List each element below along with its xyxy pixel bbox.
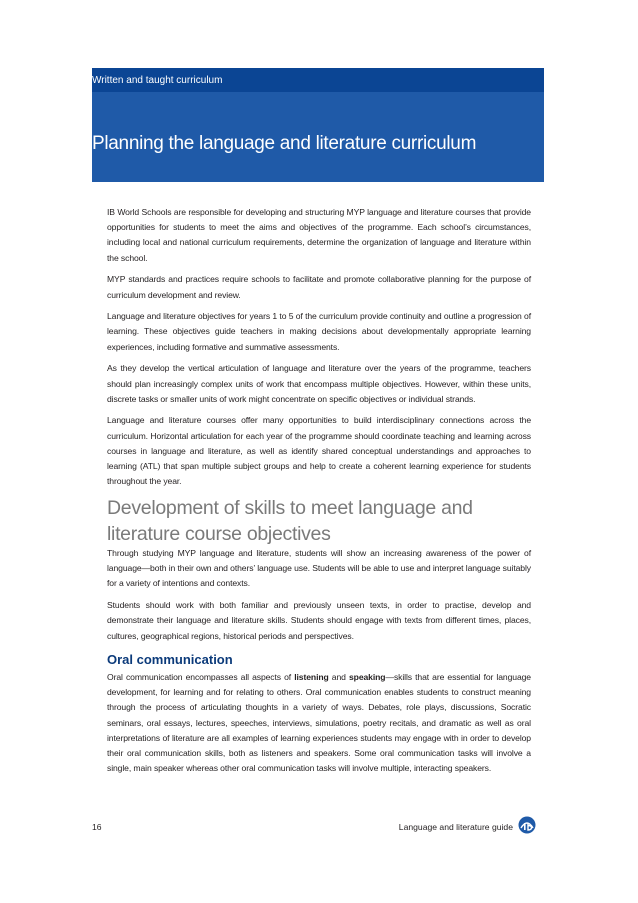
skills-heading: Development of skills to meet language and literature course objectives <box>107 497 473 545</box>
section-label: Written and taught curriculum <box>92 75 223 86</box>
guide-title: Language and literature guide <box>398 822 513 832</box>
term-listening: listening <box>294 672 329 682</box>
section-strip <box>92 68 544 92</box>
skills-text <box>107 546 531 650</box>
oral-lead: Oral communication encompasses all aspects of <box>107 672 295 682</box>
intro-paragraph-2: MYP standards and practices require schools to facilitate and promote collaborative planning for the purpose of curriculum development and review. <box>107 274 531 300</box>
page-title: Planning the language and literature curriculum <box>92 133 477 154</box>
intro-paragraph-3: Language and literature objectives for years 1 to 5 of the curriculum provide continuity and outline a progression of learning. These objectives guide teachers in making decisions about developmentally appropriate learning experiences, including formative and summative assessments. <box>107 311 531 352</box>
skills-paragraph-2: Students should work with both familiar and previously unseen texts, in order to practise, develop and demonstrate their language and literature skills. Students should engage with texts from different times, places, cultures, geographical regions, historical periods and perspectives. <box>107 600 531 641</box>
oral-and: and <box>328 672 349 682</box>
oral-paragraph <box>107 670 531 776</box>
intro-text <box>107 205 531 496</box>
page-number: 16 <box>92 822 102 832</box>
skills-paragraph-1: Through studying MYP language and literature, students will show an increasing awareness of the power of language—both in their own and others’ language use. Students will be able to use and interpret language suitably for a variety of intentions and contexts. <box>107 548 531 589</box>
title-banner <box>92 68 544 182</box>
oral-heading: Oral communication <box>107 652 233 667</box>
ib-logo-icon <box>518 816 536 834</box>
intro-paragraph-1: IB World Schools are responsible for developing and structuring MYP language and literature courses that provide opportunities for students to meet the aims and objectives of the programme. Each school’s circumstances, including local and national curriculum requirements, determine the organization of language and literature within the school. <box>107 207 531 263</box>
term-speaking: speaking <box>348 672 386 682</box>
intro-paragraph-5: Language and literature courses offer many opportunities to build interdisciplinary connections across the curriculum. Horizontal articulation for each year of the programme should coordinate teaching and learning across courses in language and literature, as well as identify shared conceptual understandings and approaches to learning (ATL) that span multiple subject groups and help to create a coherent learning experience for students throughout the year. <box>107 415 531 487</box>
oral-rest: —skills that are essential for language development, for learning and for relating to others. Oral communication enables students to construct meaning through the process of articulating thoughts in a variety of ways. Debates, role plays, discussions, Socratic seminars, oral essays, lectures, speeches, interviews, simulations, poetry recitals, and dramatic as well as oral interpretations of literature are all examples of learning experiences students may engage with in order to develop their oral communication skills, both as listeners and speakers. Some oral communication tasks will involve a single, main speaker whereas other oral communication tasks will involve multiple, interacting speakers. <box>107 672 531 774</box>
intro-paragraph-4: As they develop the vertical articulation of language and literature over the years of the programme, teachers should plan increasingly complex units of work that encompass multiple objectives. However, within these units, discrete tasks or smaller units of work might concentrate on specific objectives or individual strands. <box>107 363 531 404</box>
oral-text <box>107 670 531 776</box>
